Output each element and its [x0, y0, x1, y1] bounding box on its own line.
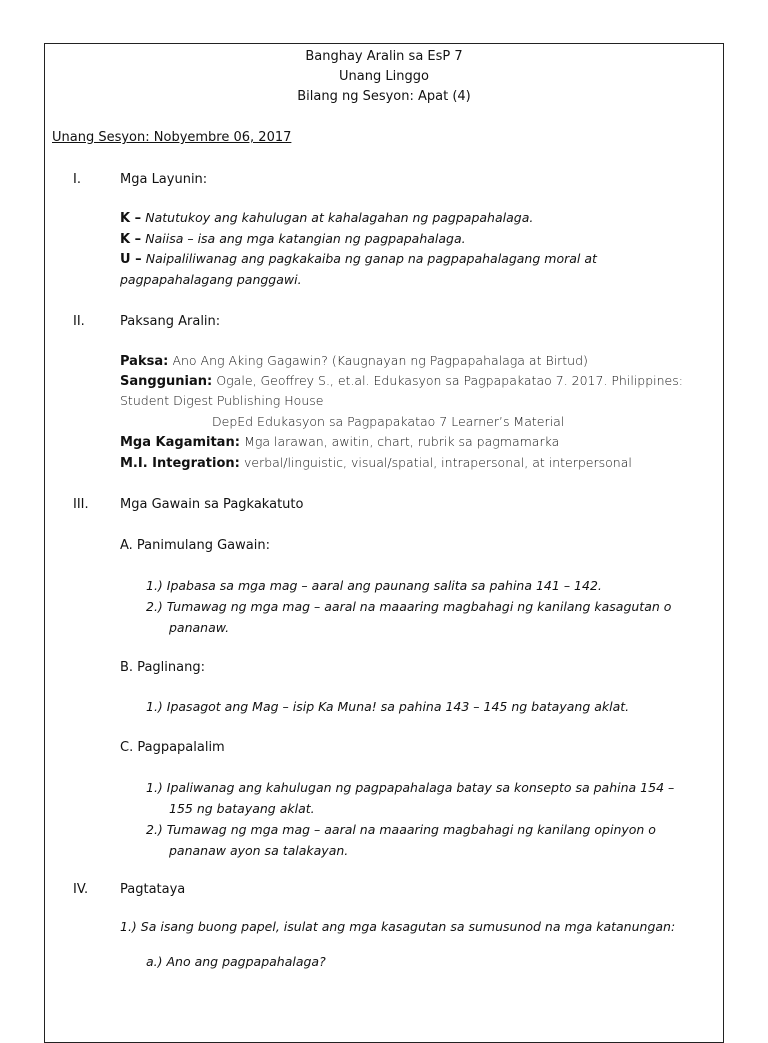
session-title: Unang Sesyon: Nobyembre 06, 2017	[52, 130, 292, 145]
sanggunian-cont: Student Digest Publishing House	[120, 393, 324, 408]
objective-text: Natutukoy ang kahulugan at kahalagahan ng pagpapahalaga.	[145, 210, 534, 225]
header-week: Unang Linggo	[339, 69, 429, 84]
objective-1	[120, 210, 533, 226]
sanggunian-line	[120, 373, 683, 389]
sanggunian-label: Sanggunian:	[120, 374, 213, 389]
mi-label: M.I. Integration:	[120, 456, 240, 471]
b-item-1: 1.) Ipasagot ang Mag – isip Ka Muna! sa pahina 143 – 145 ng batayang aklat.	[146, 699, 630, 714]
paksa-line	[120, 353, 588, 369]
c-item-1: 1.) Ipaliwanag ang kahulugan ng pagpapahalaga batay sa konsepto sa pahina 154 –	[146, 780, 675, 795]
objective-label: K –	[120, 211, 142, 226]
sanggunian-text: Ogale, Geoffrey S., et.al. Edukasyon sa Pagpapakatao 7. 2017. Philippines:	[216, 373, 683, 388]
section3-title: Mga Gawain sa Pagkakatuto	[120, 497, 304, 512]
a-item-2: 2.) Tumawag ng mga mag – aaral na maaaring magbahagi ng kanilang kasagutan o	[146, 599, 672, 614]
a-item-2-cont: pananaw.	[169, 620, 230, 635]
assessment-sub-a: a.) Ano ang pagpapahalaga?	[146, 954, 326, 969]
subsection-b-title: B. Paglinang:	[120, 660, 205, 675]
objective-3-cont: pagpapahalagang panggawi.	[120, 272, 302, 287]
section2-numeral: II.	[73, 314, 85, 329]
subsection-c-title: C. Pagpapalalim	[120, 740, 225, 755]
section1-title: Mga Layunin:	[120, 172, 208, 187]
objective-2	[120, 231, 466, 247]
assessment-item-1: 1.) Sa isang buong papel, isulat ang mga kasagutan sa sumusunod na mga katanungan:	[120, 919, 676, 934]
objective-text: Naiisa – isa ang mga katangian ng pagpapahalaga.	[145, 231, 466, 246]
mi-line	[120, 455, 632, 471]
section1-numeral: I.	[73, 172, 81, 187]
objective-3	[120, 251, 597, 267]
c-item-1-cont: 155 ng batayang aklat.	[169, 801, 315, 816]
section4-numeral: IV.	[73, 882, 89, 897]
header-title: Banghay Aralin sa EsP 7	[305, 49, 463, 64]
objective-text: Naipaliliwanag ang pagkakaiba ng ganap na pagpapahalagang moral at	[145, 251, 597, 266]
kagamitan-line	[120, 434, 559, 450]
c-item-2: 2.) Tumawag ng mga mag – aaral na maaaring magbahagi ng kanilang opinyon o	[146, 822, 656, 837]
sanggunian-cont2: DepEd Edukasyon sa Pagpapakatao 7 Learner’s Material	[212, 414, 565, 429]
section3-numeral: III.	[73, 497, 89, 512]
paksa-text: Ano Ang Aking Gagawin? (Kaugnayan ng Pagpapahalaga at Birtud)	[172, 353, 588, 368]
objective-label: K –	[120, 232, 142, 247]
kagamitan-label: Mga Kagamitan:	[120, 435, 240, 450]
header-sessions: Bilang ng Sesyon: Apat (4)	[297, 89, 471, 104]
section2-title: Paksang Aralin:	[120, 314, 221, 329]
paksa-label: Paksa:	[120, 354, 169, 369]
objective-label: U –	[120, 252, 142, 267]
kagamitan-text: Mga larawan, awitin, chart, rubrik sa pagmamarka	[244, 434, 560, 449]
mi-text: verbal/linguistic, visual/spatial, intrapersonal, at interpersonal	[243, 455, 632, 470]
a-item-1: 1.) Ipabasa sa mga mag – aaral ang paunang salita sa pahina 141 – 142.	[146, 578, 602, 593]
subsection-a-title: A. Panimulang Gawain:	[120, 538, 270, 553]
c-item-2-cont: pananaw ayon sa talakayan.	[169, 843, 349, 858]
section4-title: Pagtataya	[120, 882, 186, 897]
